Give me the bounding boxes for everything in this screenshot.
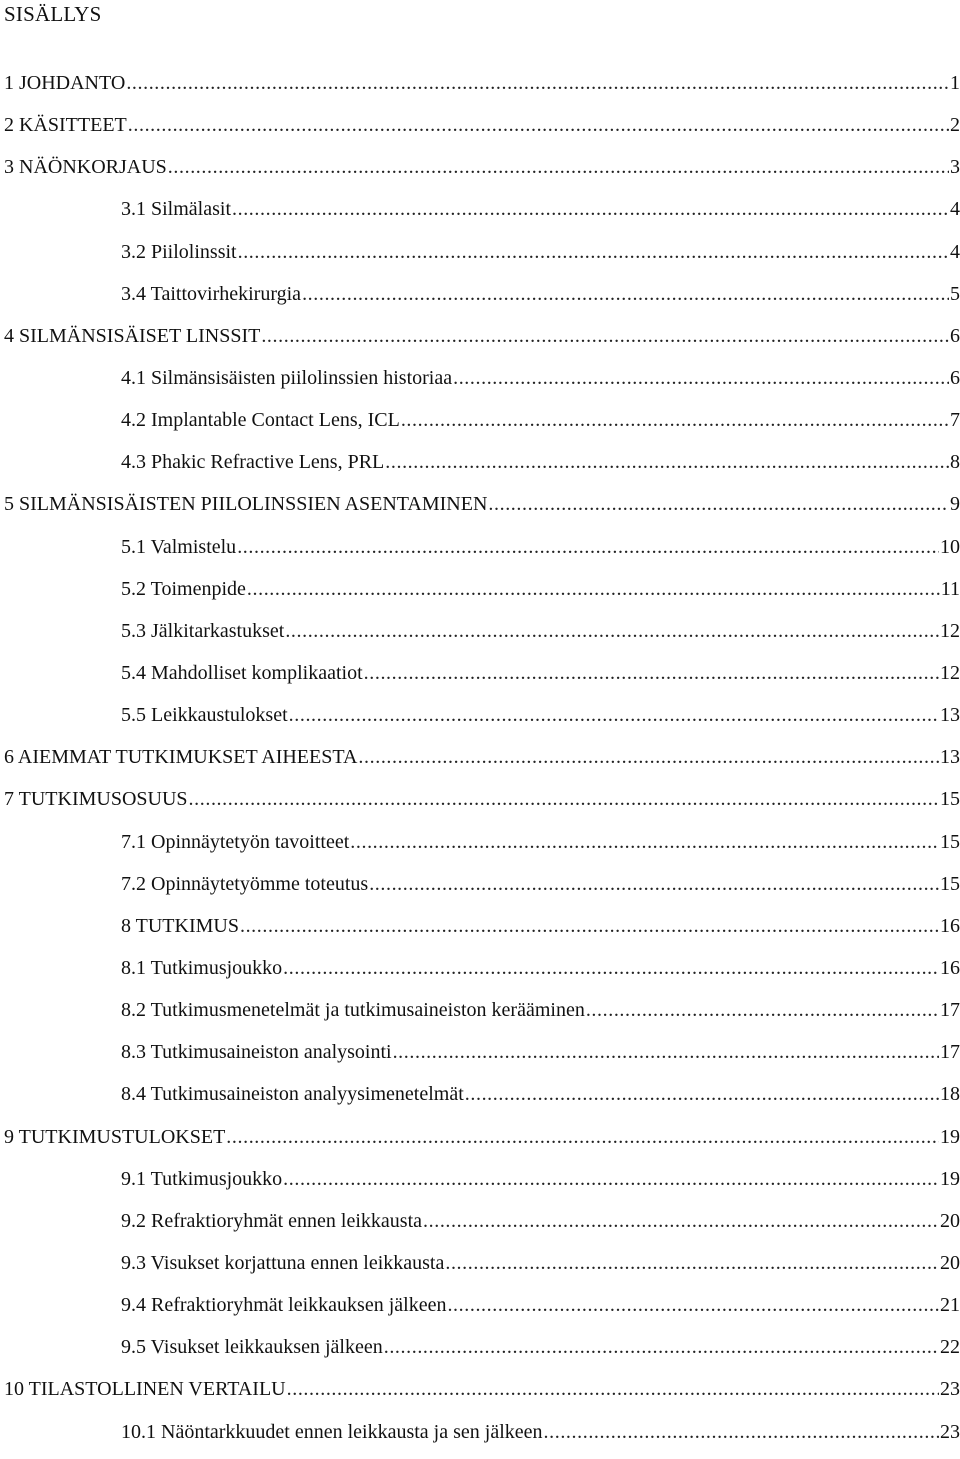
dot-leader xyxy=(358,742,939,772)
toc-entry[interactable] xyxy=(0,1290,960,1332)
dot-leader xyxy=(226,1122,939,1152)
toc-entry-page-number: 10 xyxy=(940,535,960,558)
dot-leader xyxy=(401,405,949,435)
toc-entry-page-number: 3 xyxy=(950,156,960,179)
toc-entry-label: 3 NÄÖNKORJAUS xyxy=(4,156,167,179)
toc-entry-label: 9.1 Tutkimusjoukko xyxy=(121,1167,283,1190)
toc-entry-label: 4.1 Silmänsisäisten piilolinssien historiaa xyxy=(121,366,453,389)
toc-entry-page-number: 20 xyxy=(940,1251,960,1274)
toc-entry-page-number: 18 xyxy=(940,1083,960,1106)
dot-leader xyxy=(126,68,949,98)
toc-entry[interactable] xyxy=(0,616,960,658)
toc-entry-label: 5.3 Jälkitarkastukset xyxy=(121,619,285,642)
toc-entry[interactable] xyxy=(0,194,960,236)
dot-leader xyxy=(393,1037,939,1067)
toc-entry-label: 7.1 Opinnäytetyön tavoitteet xyxy=(121,830,350,853)
toc-entry-label: 5.5 Leikkaustulokset xyxy=(121,704,288,727)
toc-entry-label: 2 KÄSITTEET xyxy=(4,114,127,137)
dot-leader xyxy=(232,194,949,224)
toc-entry-page-number: 1 xyxy=(950,72,960,94)
toc-entry-label: 9.2 Refraktioryhmät ennen leikkausta xyxy=(121,1209,423,1232)
toc-entry[interactable] xyxy=(0,574,960,616)
toc-entry-page-number: 23 xyxy=(940,1378,960,1401)
toc-entry-label: 10 TILASTOLLINEN VERTAILU xyxy=(4,1378,286,1401)
toc-entry-page-number: 6 xyxy=(950,366,960,389)
dot-leader xyxy=(261,321,949,351)
toc-entry-label: 1 JOHDANTO xyxy=(4,72,126,94)
toc-entry-page-number: 11 xyxy=(940,577,960,600)
toc-entry[interactable] xyxy=(0,700,960,742)
toc-entry-label: 8.4 Tutkimusaineiston analyysimenetelmät xyxy=(121,1083,464,1106)
toc-entry-label: 3.1 Silmälasit xyxy=(121,198,231,221)
toc-entry-page-number: 21 xyxy=(940,1294,960,1317)
dot-leader xyxy=(423,1206,939,1236)
toc-entry-label: 5.2 Toimenpide xyxy=(121,577,246,600)
toc-entry[interactable] xyxy=(0,489,960,531)
dot-leader xyxy=(384,1332,939,1362)
toc-entry-page-number: 20 xyxy=(940,1209,960,1232)
toc-entry-page-number: 4 xyxy=(950,198,960,221)
dot-leader xyxy=(283,953,939,983)
toc-entry-label: 4.3 Phakic Refractive Lens, PRL xyxy=(121,451,385,474)
dot-leader xyxy=(488,489,949,519)
toc-entry-page-number: 16 xyxy=(940,956,960,979)
dot-leader xyxy=(189,784,939,814)
toc-entry[interactable] xyxy=(0,1206,960,1248)
toc-entry-page-number: 2 xyxy=(950,114,960,137)
toc-entry[interactable] xyxy=(0,827,960,869)
dot-leader xyxy=(289,700,939,730)
dot-leader xyxy=(168,152,949,182)
toc-entry[interactable] xyxy=(0,532,960,574)
toc-entry[interactable] xyxy=(0,1248,960,1290)
toc-entry-page-number: 17 xyxy=(940,1041,960,1064)
toc-entry[interactable] xyxy=(0,1037,960,1079)
dot-leader xyxy=(465,1079,939,1109)
dot-leader xyxy=(247,574,940,604)
dot-leader xyxy=(240,911,939,941)
toc-entry[interactable] xyxy=(0,911,960,953)
dot-leader xyxy=(285,616,939,646)
toc-entry-page-number: 15 xyxy=(940,830,960,853)
dot-leader xyxy=(302,279,949,309)
dot-leader xyxy=(369,869,939,899)
toc-entry-label: 3.2 Piilolinssit xyxy=(121,240,237,263)
toc-entry-label: 7 TUTKIMUSOSUUS xyxy=(4,788,188,811)
toc-entry-label: 8.1 Tutkimusjoukko xyxy=(121,956,283,979)
toc-entry[interactable] xyxy=(0,405,960,447)
dot-leader xyxy=(453,363,949,393)
dot-leader xyxy=(364,658,939,688)
toc-entry-label: 9.4 Refraktioryhmät leikkauksen jälkeen xyxy=(121,1294,447,1317)
toc-entry-label: 10.1 Näöntarkkuudet ennen leikkausta ja sen jälkeen xyxy=(121,1420,543,1443)
toc-entry-page-number: 17 xyxy=(940,999,960,1022)
dot-leader xyxy=(586,995,939,1025)
toc-entry-label: 5.1 Valmistelu xyxy=(121,535,237,558)
toc-entry-label: 3.4 Taittovirhekirurgia xyxy=(121,282,302,305)
toc-entry[interactable] xyxy=(0,447,960,489)
toc-entry-page-number: 15 xyxy=(940,872,960,895)
toc-entry-label: 7.2 Opinnäytetyömme toteutus xyxy=(121,872,369,895)
toc-entry[interactable] xyxy=(0,1332,960,1374)
toc-entry[interactable] xyxy=(0,784,960,826)
toc-entry-page-number: 23 xyxy=(940,1420,960,1443)
toc-entry-page-number: 5 xyxy=(950,282,960,305)
toc-entry[interactable] xyxy=(0,1122,960,1164)
toc-entry-page-number: 9 xyxy=(950,493,960,516)
toc-entry-label: 4 SILMÄNSISÄISET LINSSIT xyxy=(4,324,261,347)
dot-leader xyxy=(447,1290,939,1320)
dot-leader xyxy=(350,827,939,857)
toc-entry-page-number: 8 xyxy=(950,451,960,474)
toc-entry[interactable] xyxy=(0,1164,960,1206)
toc-entry-label: 9.5 Visukset leikkauksen jälkeen xyxy=(121,1336,383,1359)
toc-entry-page-number: 7 xyxy=(950,409,960,432)
dot-leader xyxy=(445,1248,939,1278)
toc-entry-page-number: 19 xyxy=(940,1125,960,1148)
toc-entry[interactable] xyxy=(0,152,960,194)
dot-leader xyxy=(237,532,939,562)
toc-entry-page-number: 16 xyxy=(940,914,960,937)
toc-entry-page-number: 4 xyxy=(950,240,960,263)
table-of-contents xyxy=(0,68,960,1459)
dot-leader xyxy=(238,237,949,267)
toc-entry[interactable] xyxy=(0,68,960,110)
toc-entry-label: 6 AIEMMAT TUTKIMUKSET AIHEESTA xyxy=(4,746,358,769)
toc-entry-label: 8.3 Tutkimusaineiston analysointi xyxy=(121,1041,392,1064)
toc-entry[interactable] xyxy=(0,279,960,321)
toc-entry-page-number: 13 xyxy=(940,704,960,727)
toc-entry-label: 5 SILMÄNSISÄISTEN PIILOLINSSIEN ASENTAMINEN xyxy=(4,493,488,516)
toc-entry-label: 4.2 Implantable Contact Lens, ICL xyxy=(121,409,400,432)
toc-entry-label: 5.4 Mahdolliset komplikaatiot xyxy=(121,661,363,684)
toc-entry[interactable] xyxy=(0,1374,960,1416)
toc-entry[interactable] xyxy=(0,1079,960,1121)
toc-entry[interactable] xyxy=(0,237,960,279)
toc-entry[interactable] xyxy=(0,321,960,363)
toc-entry-page-number: 15 xyxy=(940,788,960,811)
toc-entry-page-number: 13 xyxy=(940,746,960,769)
toc-entry-label: 9 TUTKIMUSTULOKSET xyxy=(4,1125,226,1148)
dot-leader xyxy=(287,1374,939,1404)
dot-leader xyxy=(544,1417,939,1447)
toc-entry-page-number: 12 xyxy=(940,661,960,684)
dot-leader xyxy=(385,447,949,477)
dot-leader xyxy=(283,1164,939,1194)
toc-entry-label: 8 TUTKIMUS xyxy=(121,914,239,937)
toc-entry[interactable] xyxy=(0,869,960,911)
toc-entry-page-number: 12 xyxy=(940,619,960,642)
toc-entry[interactable] xyxy=(0,363,960,405)
toc-entry[interactable] xyxy=(0,110,960,152)
toc-entry-page-number: 19 xyxy=(940,1167,960,1190)
toc-entry[interactable] xyxy=(0,742,960,784)
toc-entry-label: 8.2 Tutkimusmenetelmät ja tutkimusaineiston kerääminen xyxy=(121,999,585,1022)
toc-entry[interactable] xyxy=(0,953,960,995)
toc-title: SISÄLLYS xyxy=(4,2,102,26)
toc-entry[interactable] xyxy=(0,995,960,1037)
toc-entry-label: 9.3 Visukset korjattuna ennen leikkausta xyxy=(121,1251,445,1274)
toc-entry[interactable] xyxy=(0,1417,960,1459)
toc-entry[interactable] xyxy=(0,658,960,700)
dot-leader xyxy=(128,110,949,140)
toc-entry-page-number: 6 xyxy=(950,324,960,347)
toc-entry-page-number: 22 xyxy=(940,1336,960,1359)
